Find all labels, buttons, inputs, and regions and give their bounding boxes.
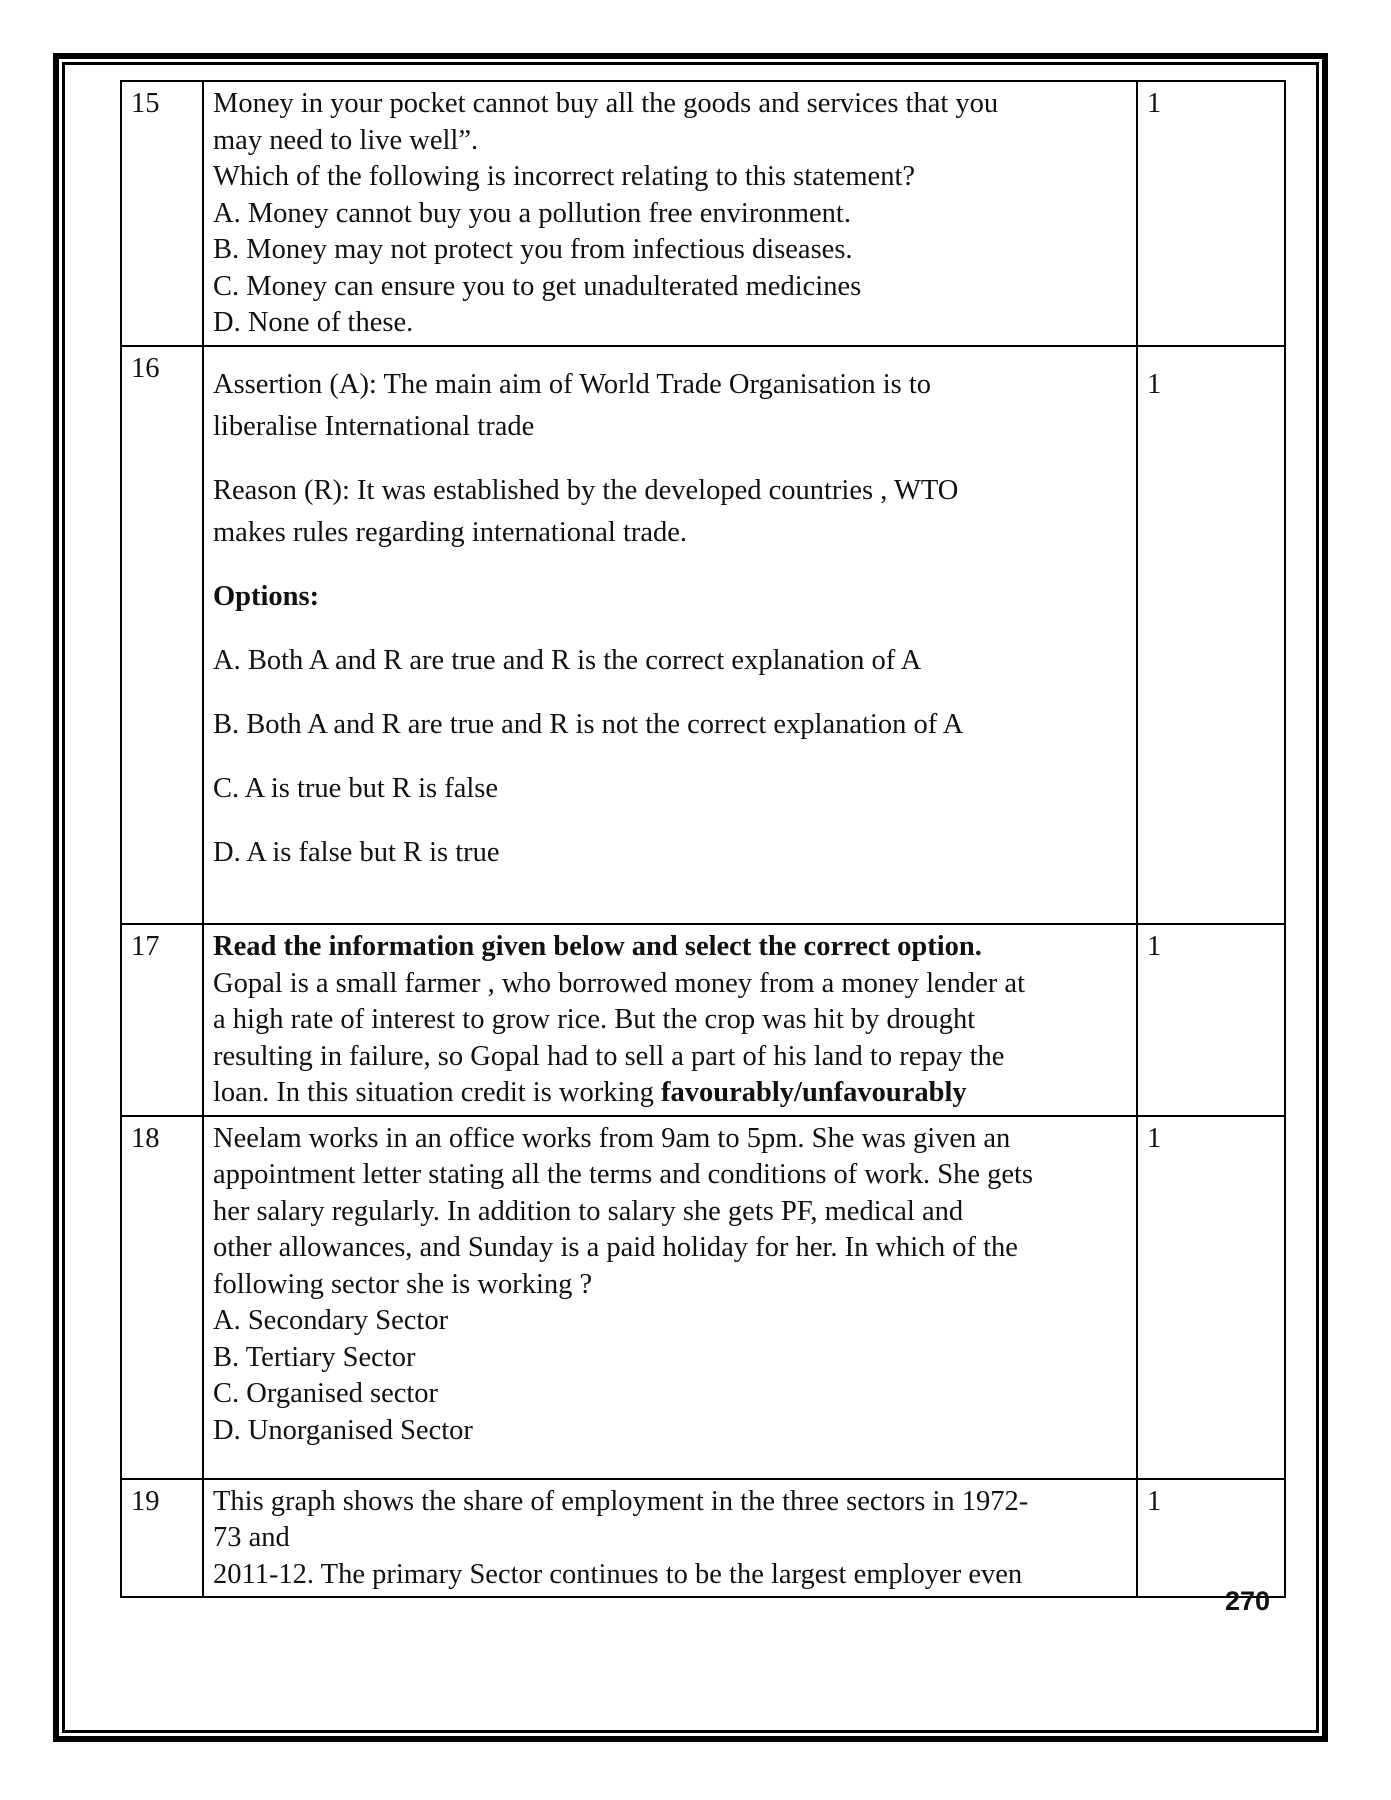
question-line: a high rate of interest to grow rice. But the crop was hit by drought (213, 1004, 976, 1035)
reason-line: makes rules regarding international trade. (213, 517, 688, 548)
question-line: 2011-12. The primary Sector continues to be the largest employer even (213, 1558, 1023, 1590)
option-b: B. Tertiary Sector (213, 1341, 416, 1373)
option-b: B. Both A and R are true and R is not the correct explanation of A (213, 709, 964, 740)
question-line: Which of the following is incorrect relating to this statement? (213, 161, 916, 192)
question-row-19 (121, 1479, 1285, 1598)
answer-choice-bold: favourably/unfavourably (661, 1077, 967, 1108)
question-table (120, 80, 1286, 1598)
question-line: may need to live well”. (213, 124, 479, 156)
assertion-line: liberalise International trade (213, 411, 535, 442)
option-d: D. Unorganised Sector (213, 1414, 473, 1446)
question-line-start: loan. In this situation credit is working (213, 1077, 662, 1108)
option-d: D. A is false but R is true (213, 837, 500, 868)
question-marks: 1 (1137, 81, 1285, 346)
option-b: B. Money may not protect you from infectious diseases. (213, 234, 853, 265)
question-line: Gopal is a small farmer , who borrowed money from a money lender at (213, 967, 1025, 999)
option-a: A. Both A and R are true and R is the correct explanation of A (213, 645, 922, 676)
question-text (203, 346, 1137, 924)
question-line: resulting in failure, so Gopal had to sell a part of his land to repay the (213, 1040, 1005, 1072)
question-text (203, 1479, 1137, 1598)
question-number: 17 (121, 924, 203, 1116)
option-c: C. Money can ensure you to get unadulterated medicines (213, 270, 862, 302)
option-a: A. Secondary Sector (213, 1305, 449, 1336)
question-line: Neelam works in an office works from 9am to 5pm. She was given an (213, 1122, 1011, 1154)
question-line: other allowances, and Sunday is a paid holiday for her. In which of the (213, 1232, 1018, 1263)
page-number: 270 (1224, 1586, 1270, 1616)
question-line: following sector she is working ? (213, 1268, 593, 1300)
question-line: Money in your pocket cannot buy all the goods and services that you (213, 88, 999, 119)
question-line: her salary regularly. In addition to salary she gets PF, medical and (213, 1195, 964, 1227)
question-instruction: Read the information given below and select the correct option. (213, 931, 982, 962)
question-marks: 1 (1137, 924, 1285, 1116)
question-row-18 (121, 1116, 1285, 1479)
question-row-17 (121, 924, 1285, 1116)
option-c: C. A is true but R is false (213, 773, 498, 804)
question-text (203, 1116, 1137, 1479)
question-text (203, 924, 1137, 1116)
question-line: 73 and (213, 1522, 290, 1553)
option-a: A. Money cannot buy you a pollution free environment. (213, 197, 851, 229)
question-line: appointment letter stating all the terms and conditions of work. She gets (213, 1159, 1034, 1190)
question-line: This graph shows the share of employment in the three sectors in 1972- (213, 1485, 1029, 1517)
question-number: 15 (121, 81, 203, 346)
question-number: 16 (121, 346, 203, 924)
option-d: D. None of these. (213, 307, 414, 338)
question-text (203, 81, 1137, 346)
reason-line: Reason (R): It was established by the developed countries , WTO (213, 475, 959, 506)
question-marks: 1 (1137, 346, 1285, 924)
question-line (213, 1075, 1127, 1112)
options-heading: Options: (213, 581, 320, 612)
question-number: 18 (121, 1116, 203, 1479)
question-marks: 1 (1137, 1116, 1285, 1479)
question-row-16 (121, 346, 1285, 924)
assertion-line: Assertion (A): The main aim of World Trade Organisation is to (213, 369, 932, 400)
question-marks: 1 (1137, 1479, 1285, 1598)
question-number: 19 (121, 1479, 203, 1598)
question-row-15 (121, 81, 1285, 346)
option-c: C. Organised sector (213, 1378, 439, 1409)
